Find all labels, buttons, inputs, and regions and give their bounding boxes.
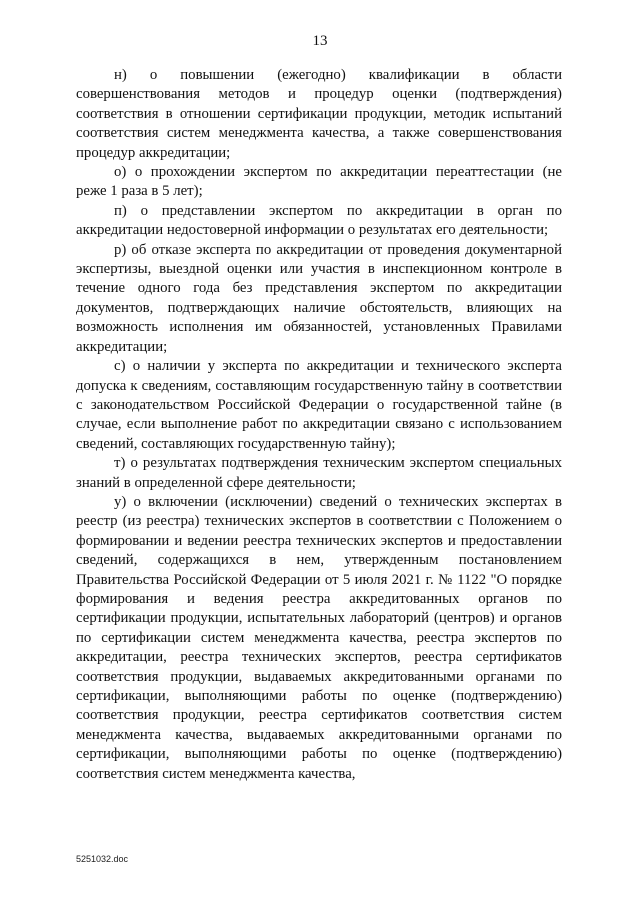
- paragraph-p: п) о представлении экспертом по аккредитации в орган по аккредитации недостоверной информации о результатах его деятельности;: [76, 202, 562, 239]
- document-body: [76, 66, 562, 784]
- paragraph-u: у) о включении (исключении) сведений о технических экспертах в реестр (из реестра) технических экспертов в соответствии с Положением о формировании и ведении реестра технических экспертов и предоставлении сведений, содержащихся в нем, утвержденным постановлением Правительства Российской Федерации от 5 июля 2021 г. № 1122 "О порядке формирования и ведения реестра аккредитованных органов по сертификации продукции, испытательных лабораторий (центров) и органов по сертификации систем менеджмента качества, реестра экспертов по аккредитации, реестра технических экспертов, реестра сертификатов соответствия продукции, выдаваемых аккредитованными органами по сертификации, выполняющими работы по оценке (подтверждению) соответствия продукции, реестра сертификатов соответствия систем менеджмента качества, выдаваемых аккредитованными органами по сертификации, выполняющими работы по оценке (подтверждению) соответствия систем менеджмента качества,: [76, 493, 562, 782]
- paragraph-o: о) о прохождении экспертом по аккредитации переаттестации (не реже 1 раза в 5 лет);: [76, 164, 562, 200]
- paragraph-t: т) о результатах подтверждения техническим экспертом специальных знаний в определенной сфере деятельности;: [76, 455, 562, 491]
- page-number: 13: [312, 33, 328, 49]
- footer-file-code: 5251032.doc: [76, 854, 129, 864]
- paragraph-r: р) об отказе эксперта по аккредитации от проведения документарной экспертизы, выездной оценки или участия в инспекционном контроле в течение одного года без представления экспертом по аккредитации документов, подтверждающих наличие обстоятельств, влияющих на возможность исполнения им обязанностей, установленных Правилами аккредитации;: [76, 241, 562, 355]
- paragraph-n: н) о повышении (ежегодно) квалификации в области совершенствования методов и процедур оценки (подтверждения) соответствия в отношении сертификации продукции, методик испытаний соответствия систем менеджмента качества, а также совершенствования процедур аккредитации;: [76, 67, 562, 161]
- paragraph-s: с) о наличии у эксперта по аккредитации и технического эксперта допуска к сведениям, составляющим государственную тайну в соответствии с законодательством Российской Федерации о государственной тайне (в случае, если выполнение работ по аккредитации связано с использованием сведений, составляющих государственную тайну);: [76, 358, 562, 452]
